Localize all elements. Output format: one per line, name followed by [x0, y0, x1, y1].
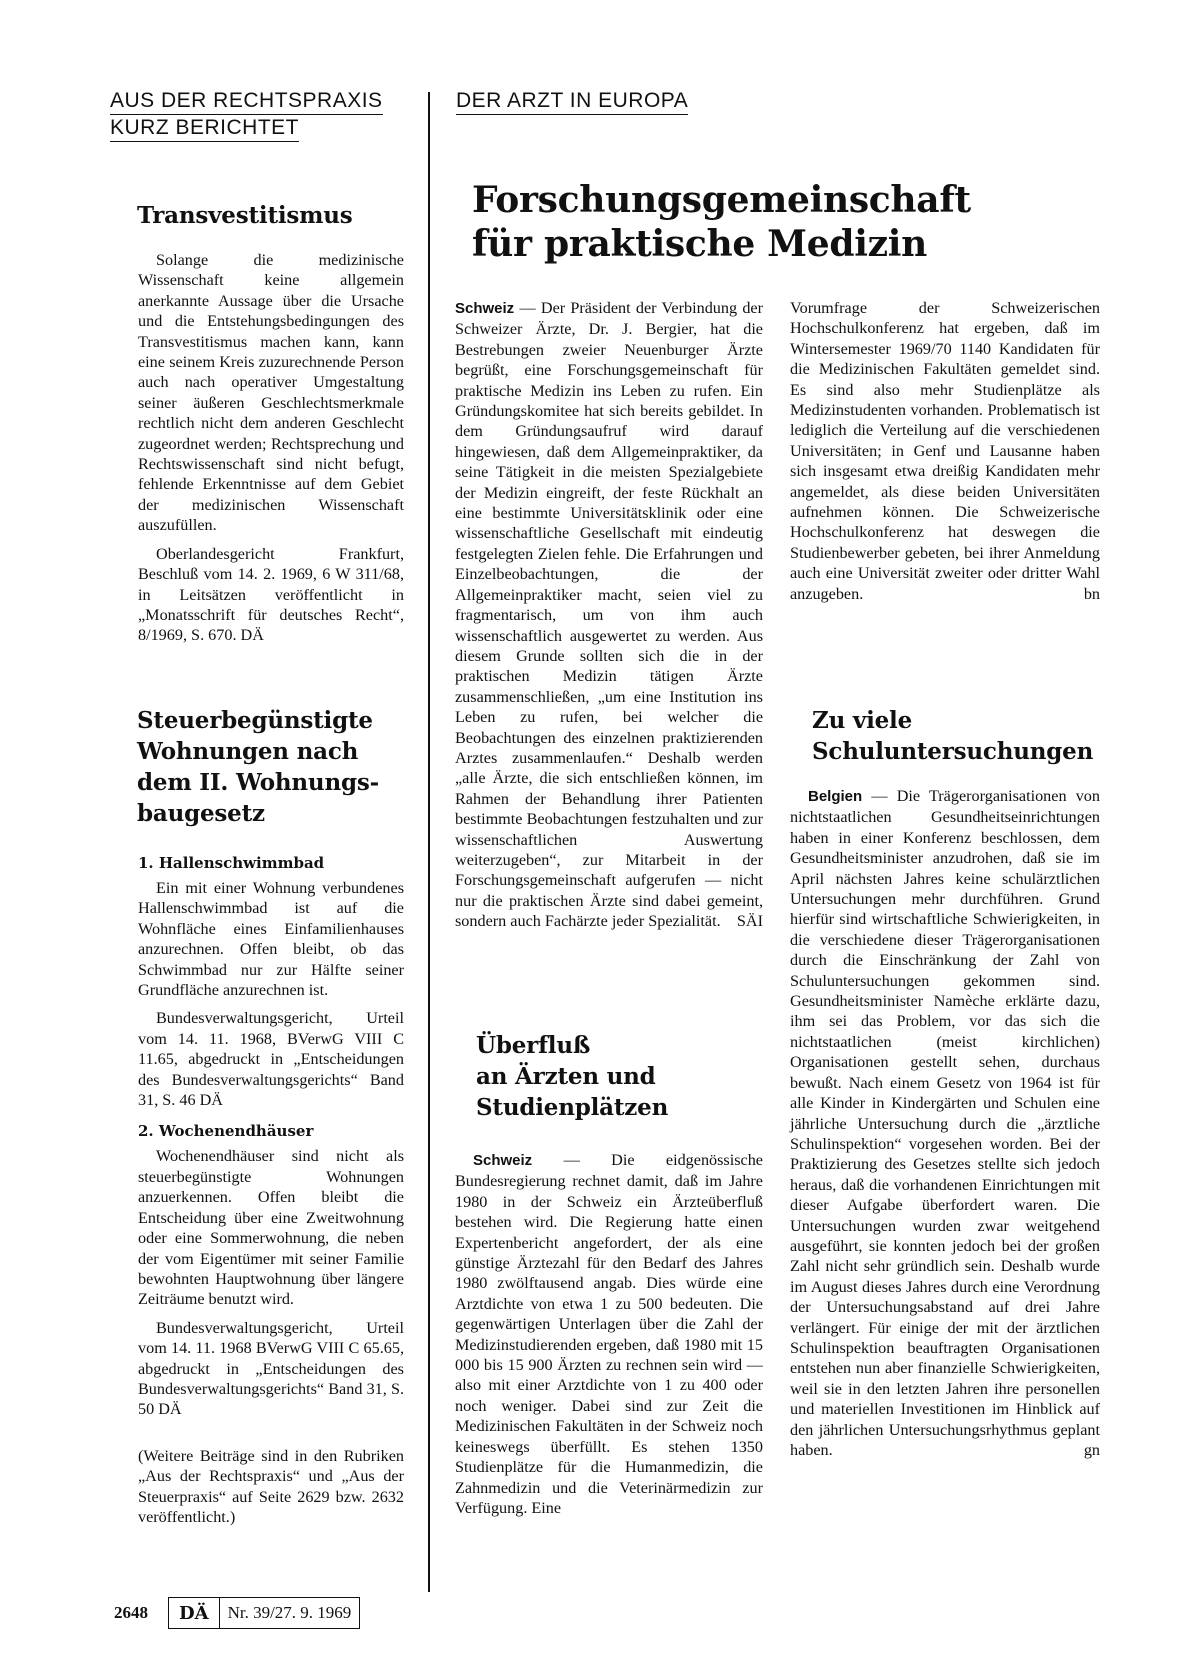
article-body: — Der Präsident der Verbindung der Schweizer Ärzte, Dr. J. Bergier, hat die Bestrebungen zweier Neuenburger Ärzte begrüßt, eine Forschungsgemeinschaft für praktische Medizin ins Leben zu rufen. Ein Gründungskomitee hat sich bereits gebildet. In dem Gründungsaufruf wird darauf hingewiesen, daß dem Allgemeinpraktiker, da seine Tätigkeit in die meisten Spezialgebiete der Medizin eingreift, der feste Rückhalt an eine bestimmte Universitätsklinik oder eine wissenschaftliche Gesellschaft mit eindeutig festgelegten Zielen fehle. Die Erfahrungen und Einzelbeobachtungen, die der Allgemeinpraktiker macht, seien viel zu fragmentarisch, um von ihm auch wissenschaftlich ausgewertet zu werden. Aus diesem Grunde sollten sich die in der praktischen Medizin tätigen Ärzte zusammenschließen, „um eine Institution ins Leben zu rufen, bei welcher die Beobachtungen des einzelnen praktizierenden Arztes zusammenlaufen.“ Deshalb werden „alle Ärzte, die sich entschließen können, im Rahmen der Behandlung ihrer Patienten bestimmte Beobachtungen festzuhalten und zur wissenschaftlichen Auswertung weiterzugeben“, zur Mitarbeit in der Forschungsgemeinschaft aufgerufen — nicht nur die praktischen Ärzte sind dabei gemeint, sondern auch Fachärzte jeder Spezialität.	[455, 299, 763, 931]
title-line: Schuluntersuchungen	[812, 738, 1094, 765]
article-schuluntersuchungen	[790, 786, 1100, 1460]
section-header-line2: KURZ BERICHTET	[110, 115, 299, 142]
title-line: Studienplätzen	[476, 1094, 669, 1121]
article-transvestitismus	[138, 250, 404, 646]
article-ueberfluss	[455, 1150, 763, 1518]
page-number: 2648	[114, 1603, 148, 1622]
article-title-transvestitismus: Transvestitismus	[137, 202, 353, 229]
article-title-ueberfluss	[476, 1030, 668, 1123]
dateline: Belgien	[808, 788, 863, 805]
section-header-right-line1: DER ARZT IN EUROPA	[456, 88, 688, 115]
headline-line: für praktische Medizin	[472, 223, 927, 265]
article-body: Wochenendhäuser sind nicht als steuerbegünstigte Wohnungen anzuerkennen. Offen bleibt die Entscheidung über eine Zweitwohnung oder eine Sommerwohnung, die neben der vom Eigentümer mit seiner Familie bewohnten Hauptwohnung über längere Zeiträume benutzt wird.	[138, 1147, 404, 1309]
article-steuerbeguenstigt	[138, 852, 404, 1527]
journal-box	[168, 1597, 360, 1629]
column-divider	[428, 92, 430, 1592]
dateline: Schweiz	[455, 300, 515, 317]
article-forschungsgemeinschaft	[455, 298, 763, 932]
article-title-schuluntersuchungen	[812, 705, 1093, 767]
article-body: — Die Trägerorganisationen von nichtstaatlichen Gesundheitseinrichtungen haben in einer Konferenz beschlossen, dem Gesundheitsminister anzudrohen, daß sie im April nächsten Jahres keine schulärztlichen Untersuchungen mehr durchführen. Grund hierfür sind wirtschaftliche Schwierigkeiten, in die verschiedene dieser Trägerorganisationen durch die Einschränkung der Zahl von Schuluntersuchungen gekommen sind. Gesundheitsminister Namèche erklärte dazu, ihm sei das Problem, vor das sich die nichtstaatlichen (meist kirchlichen) Organisationen gestellt sehen, durchaus bewußt. Nach einem Gesetz von 1964 ist für alle Kinder in Kindergärten und Schulen eine jährliche Untersuchung durch die „ärztliche Schulinspektion“ vorgesehen worden. Bei der Praktizierung des Gesetzes stellte sich jedoch heraus, daß die vorhandenen Einrichtungen mit dieser Aufgabe überfordert waren. Die Untersuchungen wurden zwar weitgehend ausgeführt, sie konnten jedoch bei der großen Zahl nicht sehr gründlich sein. Deshalb wurde im August dieses Jahres durch eine Verordnung der Untersuchungsabstand auf drei Jahre verlängert. Für einige der mit der ärztlichen Schulinspektion beauftragten Organisationen entstehen nun aber finanzielle Schwierigkeiten, weil sie in den letzten Jahren ihre personellen und materiellen Investitionen im Hinblick auf den jährlichen Untersuchungsrhythmus geplant haben.	[790, 787, 1100, 1459]
issue-info: Nr. 39/27. 9. 1969	[227, 1603, 352, 1622]
author-initials: SÄI	[736, 912, 763, 931]
author-initials: gn	[1083, 1441, 1100, 1459]
title-line: Überfluß	[476, 1032, 591, 1059]
title-line: an Ärzten und	[476, 1063, 656, 1090]
page-footer	[114, 1596, 360, 1630]
cross-reference-note: (Weitere Beiträge sind in den Rubriken „Aus der Rechtspraxis“ und „Aus der Steuerpraxis“ auf Seite 2629 bzw. 2632 veröffentlicht.)	[138, 1446, 404, 1526]
section-header-left	[110, 88, 383, 142]
article-ueberfluss-continued	[790, 298, 1100, 604]
article-body: — Die eidgenössische Bundesregierung rechnet damit, daß im Jahre 1980 in der Schweiz ein Ärzteüberfluß bestehen wird. Die Regierung hatte einen Expertenbericht angefordert, der als eine günstige Ärztezahl für den Bedarf des Jahres 1980 zwölftausend angab. Dies würde eine Arztdichte von etwa 1 zu 500 bedeuten. Die gegenwärtigen Unterlagen über die Zahl der Medizinstudierenden ergeben, daß 1980 mit 15 000 bis 15 900 Ärzten zu rechnen sein wird — also mit einer Arztdichte von 1 zu 400 oder noch weniger. Dabei sind zur Zeit die Medizinischen Fakultäten in der Schweiz noch keineswegs überfüllt. Es stehen 1350 Studienplätze für die Humanmedizin, die Zahnmedizin und die Veterinärmedizin zur Verfügung. Eine	[455, 1151, 763, 1517]
title-line: baugesetz	[137, 800, 265, 827]
title-line: Zu viele	[812, 707, 913, 734]
article-citation: Bundesverwaltungsgericht, Urteil vom 14. 11. 1968 BVerwG VIII C 65.65, abgedruckt in „Entscheidungen des Bundesverwaltungsgerichts“ Band 31, S. 50 DÄ	[138, 1318, 404, 1419]
dateline: Schweiz	[473, 1152, 533, 1169]
subheading-wochenendhaeuser: 2. Wochenendhäuser	[138, 1122, 314, 1141]
title-line: dem II. Wohnungs-	[137, 769, 379, 796]
main-headline	[472, 178, 971, 266]
article-body: Ein mit einer Wohnung verbundenes Hallenschwimmbad ist auf die Wohnfläche eines Einfamilienhauses anzurechnen. Offen bleibt, ob das Schwimmbad nur zur Hälfte seiner Grundfläche anzurechnen ist.	[138, 879, 404, 1000]
article-body: Vorumfrage der Schweizerischen Hochschulkonferenz hat ergeben, daß im Wintersemester 1969/70 1140 Kandidaten für die Medizinischen Fakultäten gemeldet sind. Es sind also mehr Studienplätze als Medizinstudenten vorhanden. Problematisch ist lediglich die Verteilung auf die verschiedenen Universitäten; in Genf und Lausanne haben sich insgesamt etwa dreißig Kandidaten mehr angemeldet, als diese beiden Universitäten aufnehmen können. Die Schweizerische Hochschulkonferenz hat deswegen die Studienbewerber gebeten, bei ihrer Anmeldung auch eine Universität zweiter oder dritter Wahl anzugeben.	[790, 299, 1100, 603]
section-header-line1: AUS DER RECHTSPRAXIS	[110, 88, 383, 115]
article-body: Solange die medizinische Wissenschaft keine allgemein anerkannte Aussage über die Ursache und die Entstehungsbedingungen des Transvestitismus machen kann, kann eine seinem Kreis zuzurechnende Person auch nach operativer Umgestaltung seiner äußeren Geschlechtsmerkmale rechtlich nicht dem anderen Geschlecht zugeordnet werden; Rechtsprechung und Rechtswissenschaft sind nicht befugt, fehlende Erkenntnisse auf dem Gebiet der medizinischen Wissenschaft auszufüllen.	[138, 251, 404, 535]
author-initials: bn	[1083, 584, 1100, 603]
title-line: Wohnungen nach	[137, 738, 359, 765]
section-header-right	[456, 88, 688, 115]
title-line: Steuerbegünstigte	[137, 707, 373, 734]
journal-logo: DÄ	[169, 1598, 220, 1628]
article-citation: Bundesverwaltungsgericht, Urteil vom 14. 11. 1968, BVerwG VIII C 11.65, abgedruckt in „Entscheidungen des Bundesverwaltungsgerichts“ Band 31, S. 46 DÄ	[138, 1009, 404, 1110]
subheading-hallenschwimmbad: 1. Hallenschwimmbad	[138, 854, 325, 872]
article-citation: Oberlandesgericht Frankfurt, Beschluß vom 14. 2. 1969, 6 W 311/68, in Leitsätzen veröffentlicht in „Monatsschrift für deutsches Recht“, 8/1969, S. 670. DÄ	[138, 544, 404, 645]
headline-line: Forschungsgemeinschaft	[472, 179, 971, 221]
article-title-steuerbeguenstigt	[137, 705, 379, 829]
